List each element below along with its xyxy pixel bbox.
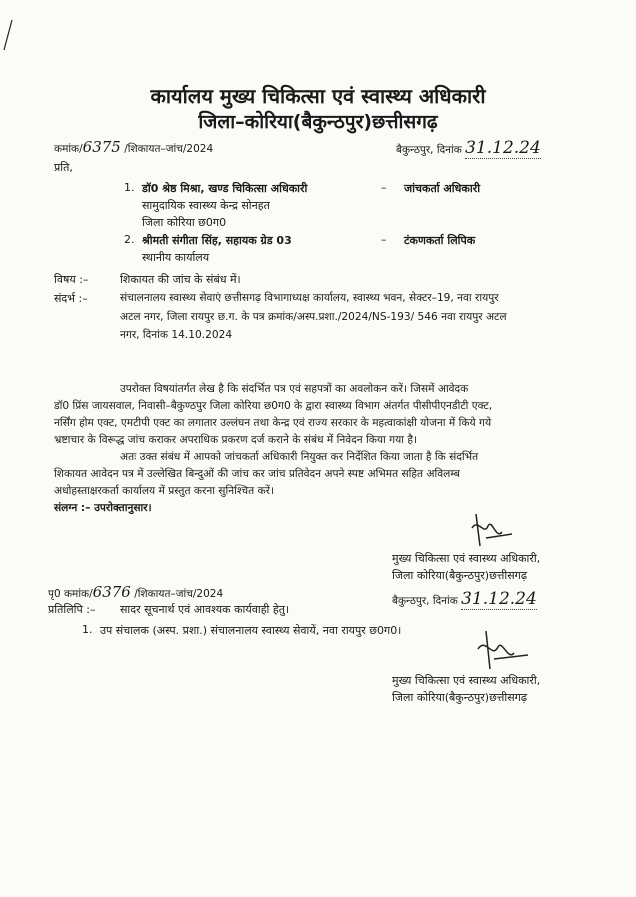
recipient-1-line2: सामुदायिक स्वास्थ्य केन्द्र सोनहत bbox=[142, 199, 270, 212]
copy-label: प्रतिलिपि :– bbox=[48, 603, 96, 616]
to-label: प्रति, bbox=[54, 161, 73, 174]
body-p2-line3: अधोहस्ताक्षरकर्ता कार्यालय में प्रस्तुत करना सुनिश्चित करें। bbox=[54, 485, 274, 497]
copy-item: उप संचालक (अस्प. प्रशा.) संचालनालय स्वास्थ्य सेवायें, नवा रायपुर छ0ग0। bbox=[100, 624, 402, 637]
place-date-label: बैकुन्ठपुर, दिनांक bbox=[396, 144, 462, 156]
ref2-number-line bbox=[48, 583, 223, 601]
ref-suffix: /शिकायत–जांच/2024 bbox=[124, 143, 214, 155]
recipient-1-role: जांचकर्ता अधिकारी bbox=[404, 182, 481, 195]
handwritten-date: 31.12.24 bbox=[465, 138, 541, 158]
recipient-1-line3: जिला कोरिया छ0ग0 bbox=[142, 216, 227, 229]
ref2-prefix: पृ0 कमांक/ bbox=[48, 588, 93, 600]
ref2-date-line bbox=[392, 589, 537, 609]
reference-label: संदर्भ :– bbox=[54, 292, 88, 305]
ref-prefix: कमांक/ bbox=[54, 143, 83, 155]
signature-1 bbox=[462, 506, 522, 552]
recipient-1-line1: डॉ0 श्रेष्ठ मिश्रा, खण्ड चिकित्सा अधिकारी bbox=[142, 182, 308, 195]
body-p1-line1: उपरोक्त विषयांतर्गत लेख है कि संदर्भित पत्र एवं सहपत्रों का अवलोकन करें। जिसमें आवेदक bbox=[120, 383, 469, 395]
subject-label: विषय :– bbox=[54, 273, 89, 286]
recipient-2-line2: स्थानीय कार्यालय bbox=[142, 251, 210, 264]
handwritten-date-2: 31.12.24 bbox=[461, 589, 537, 609]
district-heading: जिला–कोरिया(बैकुन्ठपुर)छत्तीसगढ़ bbox=[198, 111, 438, 133]
sign1-district: जिला कोरिया(बैकुन्ठपुर)छत्तीसगढ़ bbox=[392, 569, 528, 582]
copy-item-num: 1. bbox=[82, 623, 93, 636]
page-corner-mark bbox=[2, 20, 14, 50]
sign1-title: मुख्य चिकित्सा एवं स्वास्थ्य अधिकारी, bbox=[392, 552, 541, 565]
recipient-2-num: 2. bbox=[124, 233, 135, 246]
sign2-district: जिला कोरिया(बैकुन्ठपुर)छत्तीसगढ़ bbox=[392, 691, 528, 704]
signature-2 bbox=[468, 625, 538, 675]
office-heading: कार्यालय मुख्य चिकित्सा एवं स्वास्थ्य अधिकारी bbox=[150, 84, 486, 108]
subject-text: शिकायत की जांच के संबंध में। bbox=[120, 273, 241, 286]
ref2-suffix: /शिकायत–जांच/2024 bbox=[134, 588, 224, 600]
reference-line2: अटल नगर, जिला रायपुर छ.ग. के पत्र क्रमांक/अस्प.प्रशा./2024/NS-193/ 546 नवा रायपुर अटल bbox=[120, 311, 507, 323]
handwritten-ref-number: 6375 bbox=[82, 138, 121, 156]
recipient-2-line1: श्रीमती संगीता सिंह, सहायक ग्रेड 03 bbox=[142, 234, 292, 247]
sign2-title: मुख्य चिकित्सा एवं स्वास्थ्य अधिकारी, bbox=[392, 674, 541, 687]
recipient-2-dash: – bbox=[381, 233, 387, 246]
reference-line1: संचालनालय स्वास्थ्य सेवाएं छत्तीसगढ़ विभागाध्यक्ष कार्यालय, स्वास्थ्य भवन, सेक्टर–19, नवा रायपुर bbox=[120, 292, 499, 304]
copy-text: सादर सूचनार्थ एवं आवश्यक कार्यवाही हेतु। bbox=[120, 603, 290, 616]
recipient-1-num: 1. bbox=[124, 181, 135, 194]
reference-line3: नगर, दिनांक 14.10.2024 bbox=[120, 329, 233, 341]
body-p1-line3: नर्सिंग होम एक्ट, एमटीपी एक्ट का लगातार उल्लंघन तथा केन्द्र एवं राज्य सरकार के महत्वाकांक्षी योजना में किये गये bbox=[54, 417, 492, 429]
place-date-label-2: बैकुन्ठपुर, दिनांक bbox=[392, 595, 458, 607]
body-p2-line2: शिकायत आवेदन पत्र में उल्लेखित बिन्दुओं की जांच कर जांच प्रतिवेदन अपने स्पष्ट अभिमत सहित अविलम्ब bbox=[54, 468, 460, 480]
enclosure-line: संलग्न :– उपरोक्तानुसार। bbox=[54, 502, 152, 514]
ref-number-line bbox=[54, 138, 213, 156]
recipient-1-dash: – bbox=[381, 181, 387, 194]
body-p1-line4: भ्रष्टाचार के विरूद्ध जांच कराकर अपराधिक प्रकरण दर्ज कराने के संबंध में निवेदन किया गया है। bbox=[54, 434, 417, 446]
body-p1-line2: डॉ0 प्रिंस जायसवाल, निवासी–बैकुण्ठपुर जिला कोरिया छ0ग0 के द्वारा स्वास्थ्य विभाग अंतर्गत पीसीपीएनडीटी एक्ट, bbox=[54, 400, 493, 412]
recipient-2-role: टंकणकर्ता लिपिक bbox=[404, 234, 476, 247]
body-p2-line1: अतः उक्त संबंध में आपको जांचकर्ता अधिकारी नियुक्त कर निर्देशित किया जाता है कि संदर्भित bbox=[120, 451, 479, 463]
ref-date-line bbox=[396, 138, 541, 158]
handwritten-ref2-number: 6376 bbox=[92, 583, 131, 601]
